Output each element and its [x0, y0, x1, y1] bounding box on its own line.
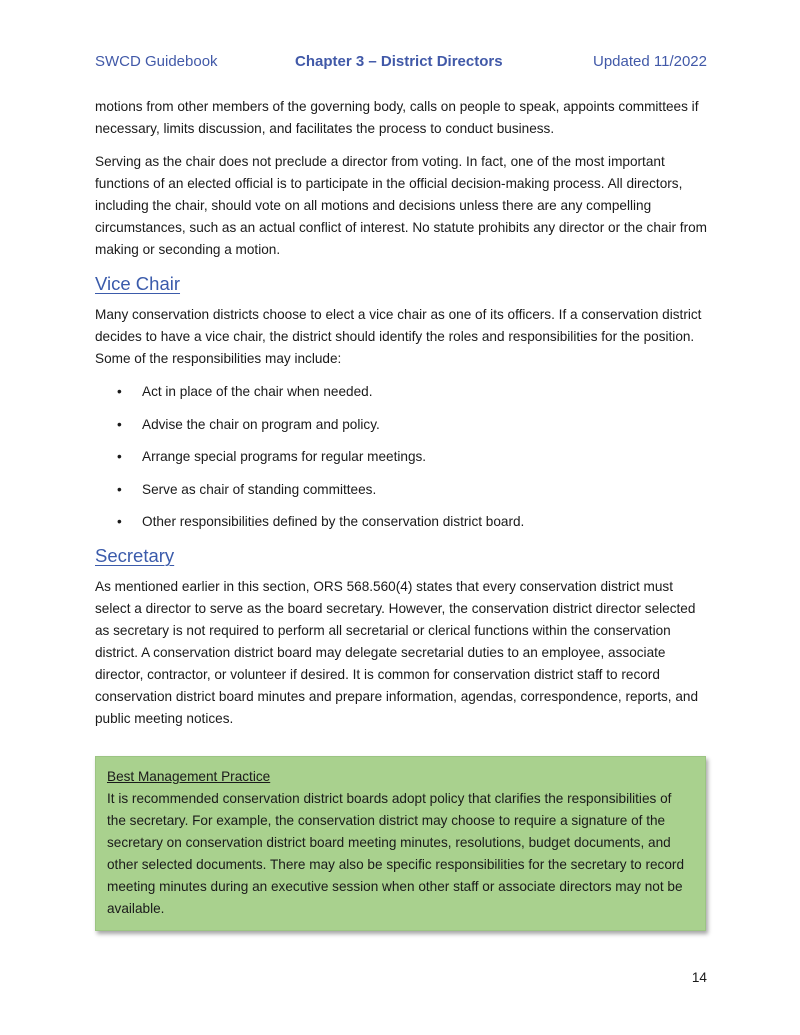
- header-chapter-title: Chapter 3 – District Directors: [295, 53, 503, 70]
- page-number: 14: [691, 970, 707, 985]
- page-header: [95, 53, 707, 73]
- paragraph-vice-chair-intro: Many conservation districts choose to elect a vice chair as one of its officers. If a conservation district decides to have a vice chair, the district should identify the roles and responsibilities for the position. Some of the responsibilities may include:: [95, 307, 702, 366]
- list-item: [95, 414, 711, 436]
- list-item-text: Advise the chair on program and policy.: [142, 416, 380, 432]
- best-management-practice-callout: [95, 756, 706, 931]
- bullet-icon: •: [117, 514, 122, 529]
- list-item-text: Act in place of the chair when needed.: [142, 384, 373, 399]
- list-item-text: Arrange special programs for regular meetings.: [142, 449, 427, 464]
- bullet-icon: •: [117, 384, 122, 399]
- list-item: [95, 381, 711, 403]
- heading-secretary: Secretary: [95, 544, 175, 566]
- page-content: [95, 96, 711, 741]
- list-item-text: Serve as chair of standing committees.: [142, 481, 377, 497]
- callout-text: It is recommended conservation district boards adopt policy that clarifies the responsibilities of the secretary. For example, the conservation district may choose to require a signature of the secretary on conservation district board meeting minutes, resolutions, budget documents, and other selected documents. There may also be specific responsibilities for the secretary to record meeting minutes during an executive session when other staff or associate directors may not be available.: [107, 791, 685, 916]
- list-item: [95, 446, 711, 468]
- bullet-icon: •: [117, 481, 122, 497]
- list-item: [95, 511, 711, 533]
- bullet-icon: •: [117, 449, 122, 464]
- list-item: [95, 479, 711, 501]
- header-updated-date: Updated 11/2022: [593, 53, 707, 70]
- paragraph-secretary: As mentioned earlier in this section, ORS 568.560(4) states that every conservation district must select a director to serve as the board secretary. However, the conservation district director selected as secretary is not required to perform all secretarial or clerical functions within the conservation district. A conservation district board may delegate secretarial duties to an employee, associate director, contractor, or volunteer if desired. It is common for conservation district staff to record conservation district board minutes and prepare information, agendas, correspondence, reports, and public meeting notices.: [95, 578, 699, 726]
- paragraph-chair-motions: motions from other members of the governing body, calls on people to speak, appoints committees if necessary, limits discussion, and facilitates the process to conduct business.: [95, 99, 699, 136]
- list-item-text: Other responsibilities defined by the conservation district board.: [142, 514, 525, 529]
- callout-title: Best Management Practice: [107, 769, 271, 784]
- header-guidebook-title: SWCD Guidebook: [95, 53, 218, 70]
- bullet-icon: •: [117, 416, 122, 432]
- vice-chair-responsibilities-list: [95, 381, 711, 533]
- heading-vice-chair: Vice Chair: [95, 273, 181, 294]
- paragraph-chair-voting: Serving as the chair does not preclude a director from voting. In fact, one of the most important functions of an elected official is to participate in the official decision-making process. All directors, including the chair, should vote on all motions and decisions unless there are any compelling circumstances, such as an actual conflict of interest. No statute prohibits any director or the chair from making or seconding a motion.: [95, 154, 707, 257]
